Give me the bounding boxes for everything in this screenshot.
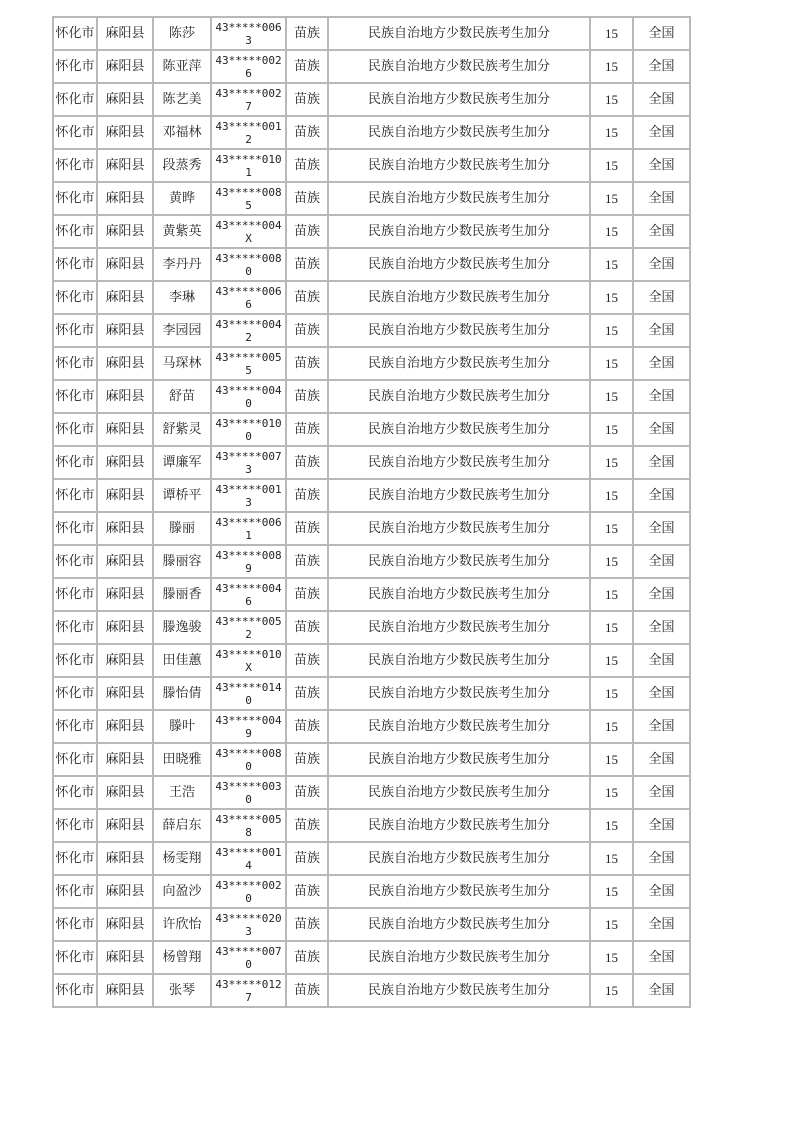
city-cell: 怀化市 bbox=[53, 974, 97, 1007]
points-cell: 15 bbox=[590, 776, 633, 809]
name-cell: 滕丽香 bbox=[153, 578, 211, 611]
ethnicity-cell: 苗族 bbox=[286, 512, 328, 545]
points-cell: 15 bbox=[590, 677, 633, 710]
id-number-cell: 43*****0020 bbox=[211, 875, 286, 908]
points-cell: 15 bbox=[590, 248, 633, 281]
table-row bbox=[53, 17, 690, 50]
table-row bbox=[53, 644, 690, 677]
scope-cell: 全国 bbox=[633, 545, 690, 578]
county-cell: 麻阳县 bbox=[97, 413, 153, 446]
policy-cell: 民族自治地方少数民族考生加分 bbox=[328, 842, 590, 875]
county-cell: 麻阳县 bbox=[97, 347, 153, 380]
policy-cell: 民族自治地方少数民族考生加分 bbox=[328, 347, 590, 380]
scope-cell: 全国 bbox=[633, 743, 690, 776]
scope-cell: 全国 bbox=[633, 215, 690, 248]
table-row bbox=[53, 908, 690, 941]
points-cell: 15 bbox=[590, 149, 633, 182]
scope-cell: 全国 bbox=[633, 974, 690, 1007]
county-cell: 麻阳县 bbox=[97, 710, 153, 743]
name-cell: 谭桥平 bbox=[153, 479, 211, 512]
table-row bbox=[53, 149, 690, 182]
table-row bbox=[53, 743, 690, 776]
scope-cell: 全国 bbox=[633, 611, 690, 644]
id-number-cell: 43*****0070 bbox=[211, 941, 286, 974]
id-number-cell: 43*****0042 bbox=[211, 314, 286, 347]
scope-cell: 全国 bbox=[633, 908, 690, 941]
policy-cell: 民族自治地方少数民族考生加分 bbox=[328, 248, 590, 281]
name-cell: 邓福林 bbox=[153, 116, 211, 149]
county-cell: 麻阳县 bbox=[97, 611, 153, 644]
name-cell: 滕丽 bbox=[153, 512, 211, 545]
ethnicity-cell: 苗族 bbox=[286, 545, 328, 578]
points-cell: 15 bbox=[590, 380, 633, 413]
table-row bbox=[53, 809, 690, 842]
id-number-cell: 43*****0013 bbox=[211, 479, 286, 512]
policy-cell: 民族自治地方少数民族考生加分 bbox=[328, 776, 590, 809]
ethnicity-cell: 苗族 bbox=[286, 314, 328, 347]
county-cell: 麻阳县 bbox=[97, 116, 153, 149]
policy-cell: 民族自治地方少数民族考生加分 bbox=[328, 974, 590, 1007]
county-cell: 麻阳县 bbox=[97, 182, 153, 215]
scope-cell: 全国 bbox=[633, 875, 690, 908]
policy-cell: 民族自治地方少数民族考生加分 bbox=[328, 50, 590, 83]
id-number-cell: 43*****0014 bbox=[211, 842, 286, 875]
city-cell: 怀化市 bbox=[53, 347, 97, 380]
name-cell: 谭廉军 bbox=[153, 446, 211, 479]
scope-cell: 全国 bbox=[633, 83, 690, 116]
table-row bbox=[53, 182, 690, 215]
points-cell: 15 bbox=[590, 710, 633, 743]
scope-cell: 全国 bbox=[633, 677, 690, 710]
county-cell: 麻阳县 bbox=[97, 908, 153, 941]
name-cell: 马琛林 bbox=[153, 347, 211, 380]
points-cell: 15 bbox=[590, 644, 633, 677]
county-cell: 麻阳县 bbox=[97, 875, 153, 908]
county-cell: 麻阳县 bbox=[97, 380, 153, 413]
policy-cell: 民族自治地方少数民族考生加分 bbox=[328, 809, 590, 842]
ethnicity-cell: 苗族 bbox=[286, 611, 328, 644]
points-cell: 15 bbox=[590, 413, 633, 446]
city-cell: 怀化市 bbox=[53, 941, 97, 974]
id-number-cell: 43*****0127 bbox=[211, 974, 286, 1007]
ethnicity-cell: 苗族 bbox=[286, 50, 328, 83]
table-row bbox=[53, 347, 690, 380]
table-row bbox=[53, 215, 690, 248]
city-cell: 怀化市 bbox=[53, 314, 97, 347]
points-cell: 15 bbox=[590, 182, 633, 215]
table-row bbox=[53, 710, 690, 743]
policy-cell: 民族自治地方少数民族考生加分 bbox=[328, 941, 590, 974]
city-cell: 怀化市 bbox=[53, 116, 97, 149]
scope-cell: 全国 bbox=[633, 644, 690, 677]
points-cell: 15 bbox=[590, 446, 633, 479]
city-cell: 怀化市 bbox=[53, 644, 97, 677]
name-cell: 杨曾翔 bbox=[153, 941, 211, 974]
ethnicity-cell: 苗族 bbox=[286, 677, 328, 710]
ethnicity-cell: 苗族 bbox=[286, 248, 328, 281]
table-row bbox=[53, 941, 690, 974]
county-cell: 麻阳县 bbox=[97, 677, 153, 710]
points-cell: 15 bbox=[590, 545, 633, 578]
name-cell: 滕怡倩 bbox=[153, 677, 211, 710]
table-row bbox=[53, 875, 690, 908]
id-number-cell: 43*****0027 bbox=[211, 83, 286, 116]
name-cell: 滕丽容 bbox=[153, 545, 211, 578]
policy-cell: 民族自治地方少数民族考生加分 bbox=[328, 83, 590, 116]
city-cell: 怀化市 bbox=[53, 380, 97, 413]
ethnicity-cell: 苗族 bbox=[286, 215, 328, 248]
policy-cell: 民族自治地方少数民族考生加分 bbox=[328, 644, 590, 677]
name-cell: 李丹丹 bbox=[153, 248, 211, 281]
city-cell: 怀化市 bbox=[53, 248, 97, 281]
policy-cell: 民族自治地方少数民族考生加分 bbox=[328, 215, 590, 248]
name-cell: 田晓雅 bbox=[153, 743, 211, 776]
county-cell: 麻阳县 bbox=[97, 578, 153, 611]
points-cell: 15 bbox=[590, 83, 633, 116]
points-cell: 15 bbox=[590, 941, 633, 974]
scope-cell: 全国 bbox=[633, 809, 690, 842]
ethnicity-cell: 苗族 bbox=[286, 380, 328, 413]
points-cell: 15 bbox=[590, 908, 633, 941]
policy-cell: 民族自治地方少数民族考生加分 bbox=[328, 182, 590, 215]
city-cell: 怀化市 bbox=[53, 908, 97, 941]
ethnicity-cell: 苗族 bbox=[286, 479, 328, 512]
name-cell: 薛启东 bbox=[153, 809, 211, 842]
id-number-cell: 43*****0061 bbox=[211, 512, 286, 545]
city-cell: 怀化市 bbox=[53, 17, 97, 50]
table-row bbox=[53, 479, 690, 512]
id-number-cell: 43*****010X bbox=[211, 644, 286, 677]
policy-cell: 民族自治地方少数民族考生加分 bbox=[328, 743, 590, 776]
city-cell: 怀化市 bbox=[53, 842, 97, 875]
id-number-cell: 43*****0046 bbox=[211, 578, 286, 611]
name-cell: 舒紫灵 bbox=[153, 413, 211, 446]
name-cell: 张琴 bbox=[153, 974, 211, 1007]
city-cell: 怀化市 bbox=[53, 50, 97, 83]
table-row bbox=[53, 116, 690, 149]
ethnicity-cell: 苗族 bbox=[286, 83, 328, 116]
table-row bbox=[53, 545, 690, 578]
ethnicity-cell: 苗族 bbox=[286, 776, 328, 809]
county-cell: 麻阳县 bbox=[97, 314, 153, 347]
points-cell: 15 bbox=[590, 116, 633, 149]
city-cell: 怀化市 bbox=[53, 281, 97, 314]
city-cell: 怀化市 bbox=[53, 512, 97, 545]
table-row bbox=[53, 578, 690, 611]
scope-cell: 全国 bbox=[633, 842, 690, 875]
id-number-cell: 43*****0203 bbox=[211, 908, 286, 941]
table-body bbox=[53, 17, 690, 1007]
ethnicity-cell: 苗族 bbox=[286, 446, 328, 479]
county-cell: 麻阳县 bbox=[97, 479, 153, 512]
scope-cell: 全国 bbox=[633, 347, 690, 380]
id-number-cell: 43*****0040 bbox=[211, 380, 286, 413]
city-cell: 怀化市 bbox=[53, 479, 97, 512]
table-row bbox=[53, 380, 690, 413]
name-cell: 滕叶 bbox=[153, 710, 211, 743]
ethnicity-cell: 苗族 bbox=[286, 116, 328, 149]
bonus-points-table bbox=[52, 16, 691, 1008]
name-cell: 田佳蕙 bbox=[153, 644, 211, 677]
ethnicity-cell: 苗族 bbox=[286, 182, 328, 215]
county-cell: 麻阳县 bbox=[97, 974, 153, 1007]
ethnicity-cell: 苗族 bbox=[286, 17, 328, 50]
id-number-cell: 43*****0055 bbox=[211, 347, 286, 380]
id-number-cell: 43*****004X bbox=[211, 215, 286, 248]
table-row bbox=[53, 776, 690, 809]
table-row bbox=[53, 512, 690, 545]
county-cell: 麻阳县 bbox=[97, 644, 153, 677]
table-row bbox=[53, 83, 690, 116]
points-cell: 15 bbox=[590, 842, 633, 875]
table-row bbox=[53, 677, 690, 710]
county-cell: 麻阳县 bbox=[97, 215, 153, 248]
scope-cell: 全国 bbox=[633, 50, 690, 83]
county-cell: 麻阳县 bbox=[97, 512, 153, 545]
ethnicity-cell: 苗族 bbox=[286, 347, 328, 380]
scope-cell: 全国 bbox=[633, 380, 690, 413]
policy-cell: 民族自治地方少数民族考生加分 bbox=[328, 710, 590, 743]
id-number-cell: 43*****0049 bbox=[211, 710, 286, 743]
ethnicity-cell: 苗族 bbox=[286, 974, 328, 1007]
ethnicity-cell: 苗族 bbox=[286, 743, 328, 776]
ethnicity-cell: 苗族 bbox=[286, 413, 328, 446]
table-row bbox=[53, 611, 690, 644]
county-cell: 麻阳县 bbox=[97, 809, 153, 842]
id-number-cell: 43*****0100 bbox=[211, 413, 286, 446]
county-cell: 麻阳县 bbox=[97, 248, 153, 281]
policy-cell: 民族自治地方少数民族考生加分 bbox=[328, 446, 590, 479]
county-cell: 麻阳县 bbox=[97, 743, 153, 776]
id-number-cell: 43*****0089 bbox=[211, 545, 286, 578]
table-row bbox=[53, 50, 690, 83]
policy-cell: 民族自治地方少数民族考生加分 bbox=[328, 677, 590, 710]
scope-cell: 全国 bbox=[633, 182, 690, 215]
ethnicity-cell: 苗族 bbox=[286, 149, 328, 182]
county-cell: 麻阳县 bbox=[97, 842, 153, 875]
scope-cell: 全国 bbox=[633, 512, 690, 545]
id-number-cell: 43*****0101 bbox=[211, 149, 286, 182]
policy-cell: 民族自治地方少数民族考生加分 bbox=[328, 479, 590, 512]
county-cell: 麻阳县 bbox=[97, 281, 153, 314]
id-number-cell: 43*****0066 bbox=[211, 281, 286, 314]
name-cell: 段蒸秀 bbox=[153, 149, 211, 182]
city-cell: 怀化市 bbox=[53, 776, 97, 809]
id-number-cell: 43*****0052 bbox=[211, 611, 286, 644]
policy-cell: 民族自治地方少数民族考生加分 bbox=[328, 17, 590, 50]
name-cell: 李琳 bbox=[153, 281, 211, 314]
policy-cell: 民族自治地方少数民族考生加分 bbox=[328, 545, 590, 578]
name-cell: 黄晔 bbox=[153, 182, 211, 215]
county-cell: 麻阳县 bbox=[97, 83, 153, 116]
id-number-cell: 43*****0063 bbox=[211, 17, 286, 50]
table-row bbox=[53, 842, 690, 875]
id-number-cell: 43*****0012 bbox=[211, 116, 286, 149]
scope-cell: 全国 bbox=[633, 116, 690, 149]
county-cell: 麻阳县 bbox=[97, 17, 153, 50]
ethnicity-cell: 苗族 bbox=[286, 281, 328, 314]
policy-cell: 民族自治地方少数民族考生加分 bbox=[328, 149, 590, 182]
id-number-cell: 43*****0030 bbox=[211, 776, 286, 809]
policy-cell: 民族自治地方少数民族考生加分 bbox=[328, 908, 590, 941]
name-cell: 陈艺美 bbox=[153, 83, 211, 116]
scope-cell: 全国 bbox=[633, 578, 690, 611]
name-cell: 滕逸骏 bbox=[153, 611, 211, 644]
city-cell: 怀化市 bbox=[53, 83, 97, 116]
policy-cell: 民族自治地方少数民族考生加分 bbox=[328, 380, 590, 413]
scope-cell: 全国 bbox=[633, 17, 690, 50]
points-cell: 15 bbox=[590, 578, 633, 611]
county-cell: 麻阳县 bbox=[97, 50, 153, 83]
ethnicity-cell: 苗族 bbox=[286, 908, 328, 941]
points-cell: 15 bbox=[590, 314, 633, 347]
scope-cell: 全国 bbox=[633, 776, 690, 809]
city-cell: 怀化市 bbox=[53, 809, 97, 842]
county-cell: 麻阳县 bbox=[97, 545, 153, 578]
policy-cell: 民族自治地方少数民族考生加分 bbox=[328, 611, 590, 644]
table-row bbox=[53, 248, 690, 281]
city-cell: 怀化市 bbox=[53, 743, 97, 776]
name-cell: 向盈沙 bbox=[153, 875, 211, 908]
city-cell: 怀化市 bbox=[53, 677, 97, 710]
id-number-cell: 43*****0140 bbox=[211, 677, 286, 710]
county-cell: 麻阳县 bbox=[97, 776, 153, 809]
policy-cell: 民族自治地方少数民族考生加分 bbox=[328, 413, 590, 446]
ethnicity-cell: 苗族 bbox=[286, 842, 328, 875]
points-cell: 15 bbox=[590, 215, 633, 248]
name-cell: 舒苗 bbox=[153, 380, 211, 413]
policy-cell: 民族自治地方少数民族考生加分 bbox=[328, 281, 590, 314]
table-row bbox=[53, 314, 690, 347]
scope-cell: 全国 bbox=[633, 446, 690, 479]
name-cell: 陈亚萍 bbox=[153, 50, 211, 83]
points-cell: 15 bbox=[590, 347, 633, 380]
city-cell: 怀化市 bbox=[53, 215, 97, 248]
city-cell: 怀化市 bbox=[53, 149, 97, 182]
name-cell: 杨雯翔 bbox=[153, 842, 211, 875]
scope-cell: 全国 bbox=[633, 314, 690, 347]
scope-cell: 全国 bbox=[633, 281, 690, 314]
policy-cell: 民族自治地方少数民族考生加分 bbox=[328, 314, 590, 347]
ethnicity-cell: 苗族 bbox=[286, 809, 328, 842]
city-cell: 怀化市 bbox=[53, 578, 97, 611]
table-row bbox=[53, 413, 690, 446]
id-number-cell: 43*****0058 bbox=[211, 809, 286, 842]
scope-cell: 全国 bbox=[633, 413, 690, 446]
scope-cell: 全国 bbox=[633, 710, 690, 743]
ethnicity-cell: 苗族 bbox=[286, 644, 328, 677]
city-cell: 怀化市 bbox=[53, 446, 97, 479]
county-cell: 麻阳县 bbox=[97, 446, 153, 479]
table-row bbox=[53, 974, 690, 1007]
policy-cell: 民族自治地方少数民族考生加分 bbox=[328, 116, 590, 149]
name-cell: 陈莎 bbox=[153, 17, 211, 50]
ethnicity-cell: 苗族 bbox=[286, 941, 328, 974]
id-number-cell: 43*****0085 bbox=[211, 182, 286, 215]
name-cell: 黄紫英 bbox=[153, 215, 211, 248]
points-cell: 15 bbox=[590, 281, 633, 314]
scope-cell: 全国 bbox=[633, 149, 690, 182]
name-cell: 李园园 bbox=[153, 314, 211, 347]
city-cell: 怀化市 bbox=[53, 611, 97, 644]
id-number-cell: 43*****0080 bbox=[211, 248, 286, 281]
policy-cell: 民族自治地方少数民族考生加分 bbox=[328, 875, 590, 908]
id-number-cell: 43*****0026 bbox=[211, 50, 286, 83]
points-cell: 15 bbox=[590, 809, 633, 842]
name-cell: 王浩 bbox=[153, 776, 211, 809]
points-cell: 15 bbox=[590, 512, 633, 545]
points-cell: 15 bbox=[590, 611, 633, 644]
table-row bbox=[53, 446, 690, 479]
points-cell: 15 bbox=[590, 50, 633, 83]
policy-cell: 民族自治地方少数民族考生加分 bbox=[328, 578, 590, 611]
id-number-cell: 43*****0080 bbox=[211, 743, 286, 776]
ethnicity-cell: 苗族 bbox=[286, 875, 328, 908]
city-cell: 怀化市 bbox=[53, 413, 97, 446]
points-cell: 15 bbox=[590, 974, 633, 1007]
points-cell: 15 bbox=[590, 875, 633, 908]
city-cell: 怀化市 bbox=[53, 545, 97, 578]
ethnicity-cell: 苗族 bbox=[286, 578, 328, 611]
ethnicity-cell: 苗族 bbox=[286, 710, 328, 743]
scope-cell: 全国 bbox=[633, 479, 690, 512]
city-cell: 怀化市 bbox=[53, 182, 97, 215]
id-number-cell: 43*****0073 bbox=[211, 446, 286, 479]
city-cell: 怀化市 bbox=[53, 875, 97, 908]
name-cell: 许欣怡 bbox=[153, 908, 211, 941]
city-cell: 怀化市 bbox=[53, 710, 97, 743]
scope-cell: 全国 bbox=[633, 248, 690, 281]
table-row bbox=[53, 281, 690, 314]
points-cell: 15 bbox=[590, 743, 633, 776]
county-cell: 麻阳县 bbox=[97, 941, 153, 974]
points-cell: 15 bbox=[590, 17, 633, 50]
county-cell: 麻阳县 bbox=[97, 149, 153, 182]
policy-cell: 民族自治地方少数民族考生加分 bbox=[328, 512, 590, 545]
scope-cell: 全国 bbox=[633, 941, 690, 974]
points-cell: 15 bbox=[590, 479, 633, 512]
